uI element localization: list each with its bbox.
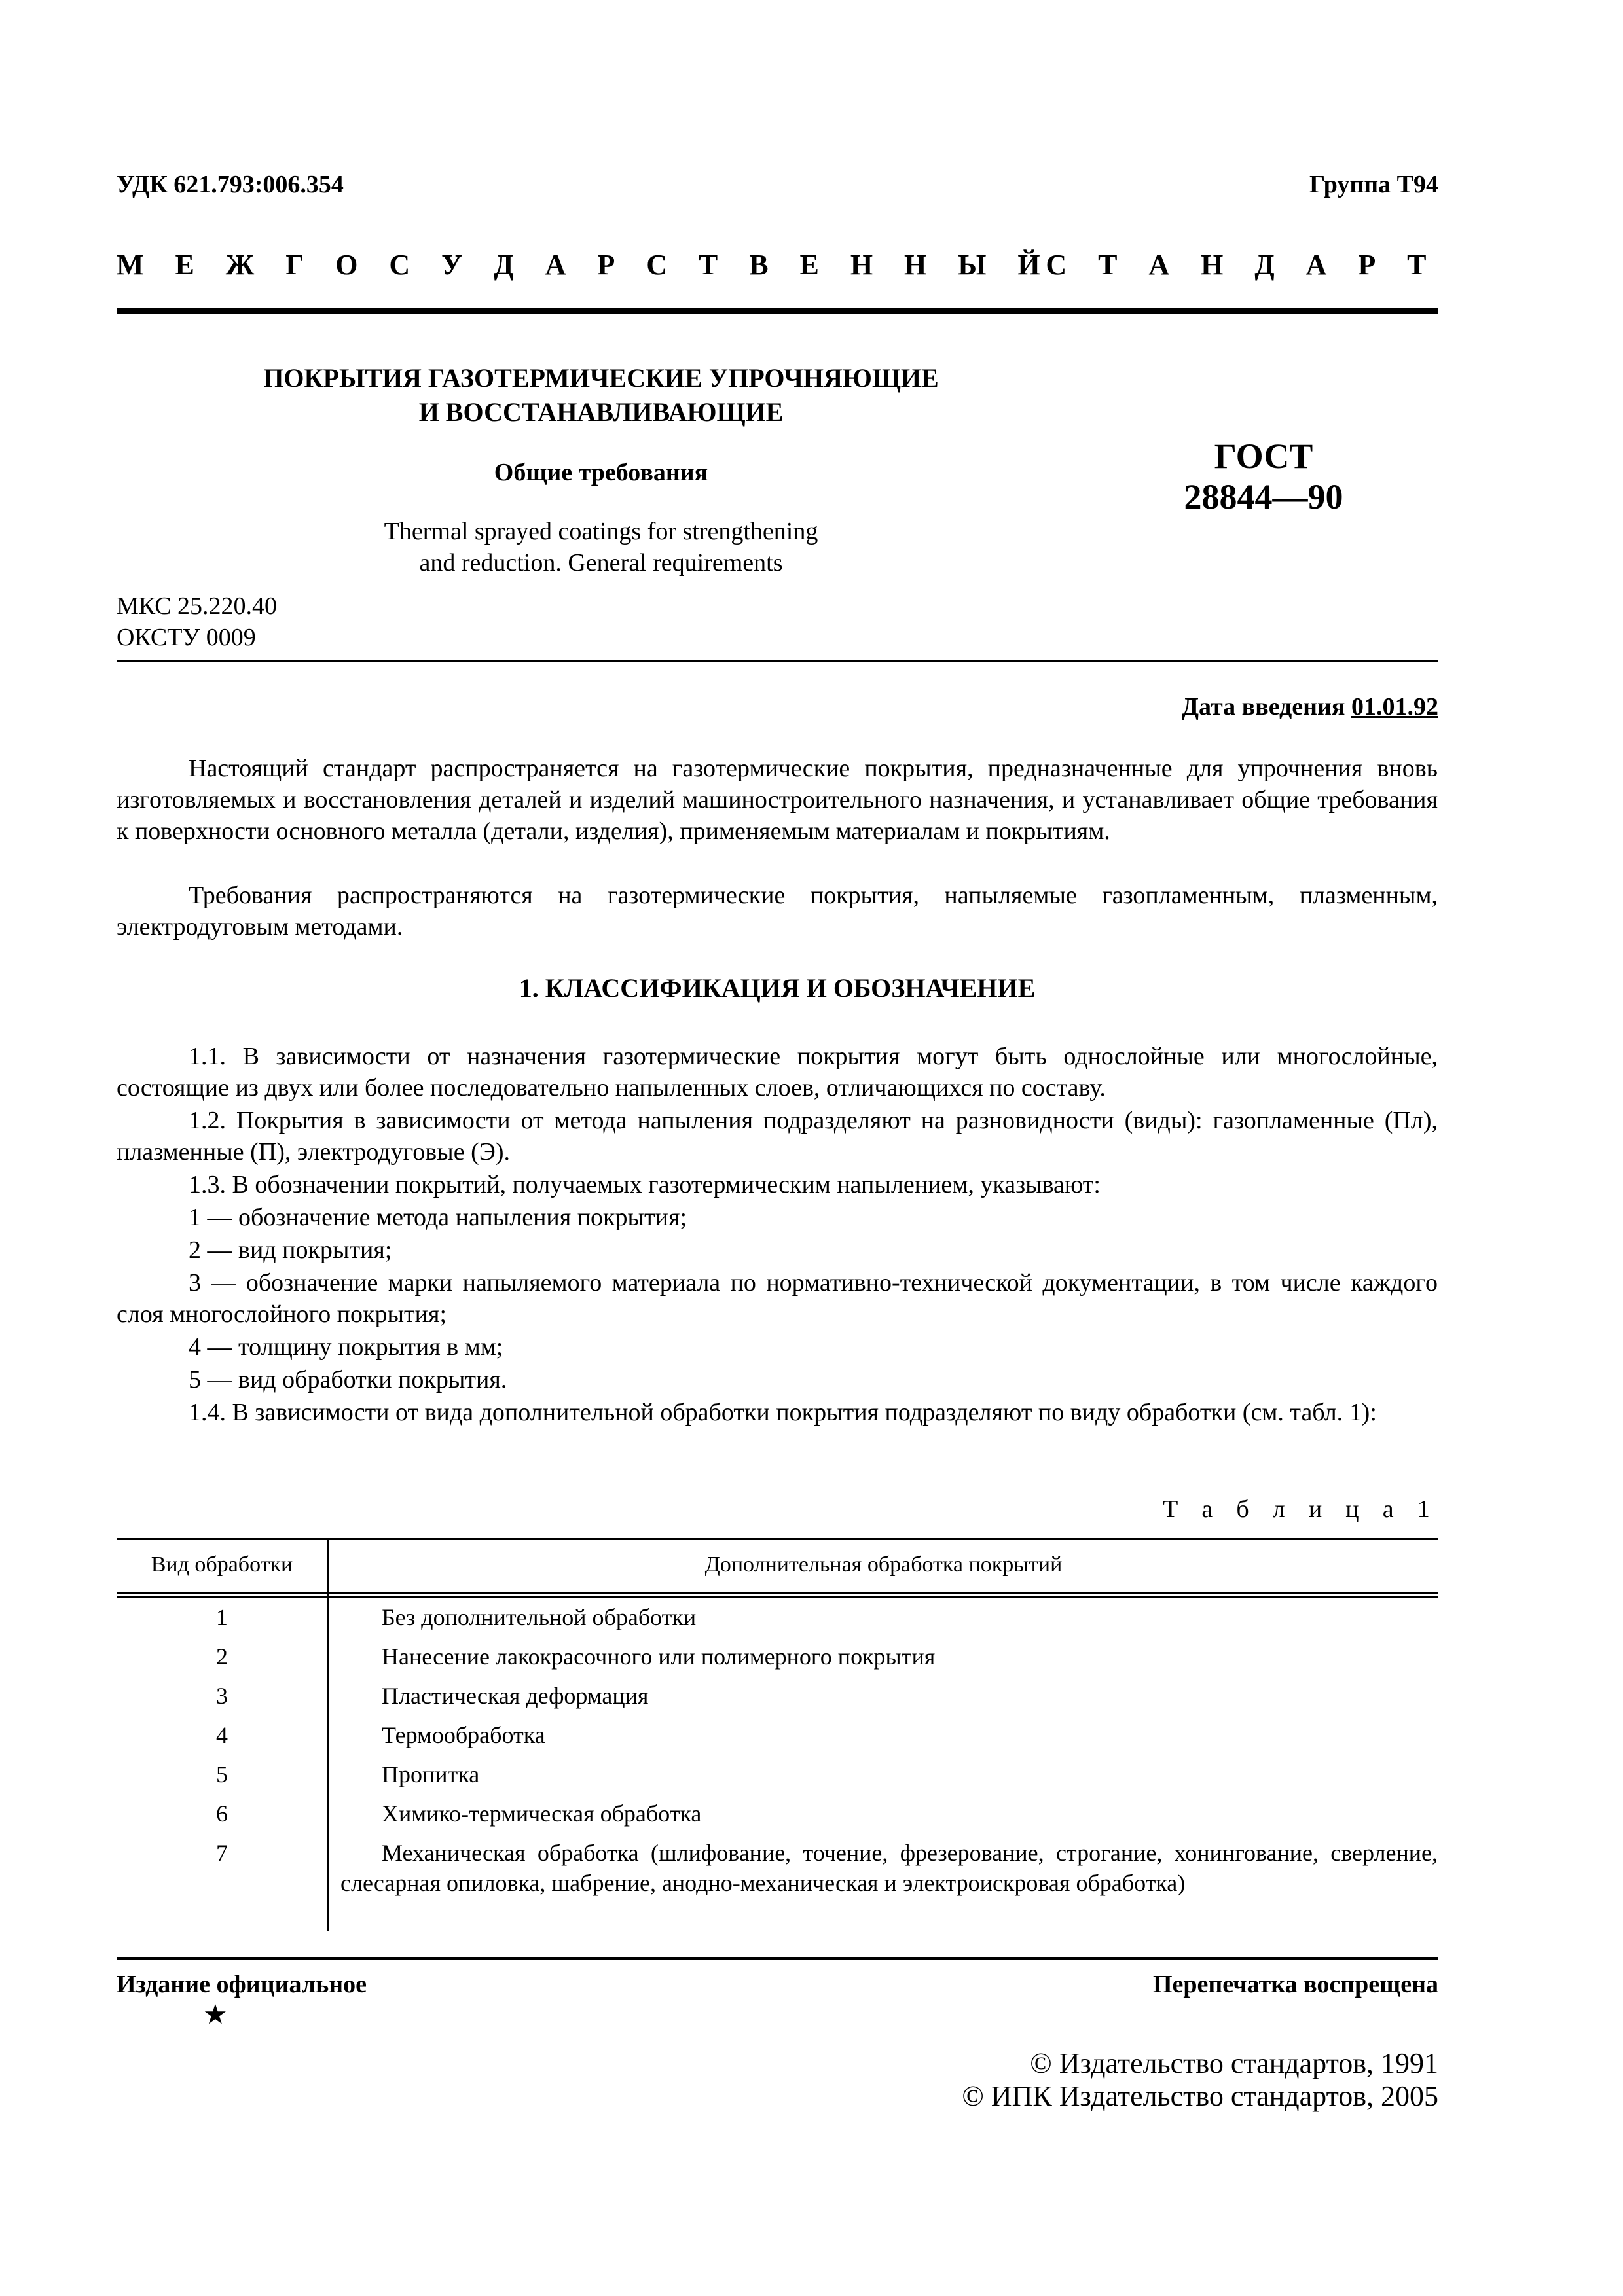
table-row-number: 5 bbox=[216, 1761, 228, 1787]
designation-item: 4 — толщину покрытия в мм; bbox=[189, 1333, 503, 1361]
table-row-text: Механическая обработка (шлифование, точение, фрезерование, строгание, хонингование, сверление, слесарная опиловка, шабрение, анодно-механическая и электроискровая обработка) bbox=[340, 1840, 1438, 1896]
udk-code: УДК 621.793:006.354 bbox=[117, 171, 344, 198]
table-row-text: Химико-термическая обработка bbox=[382, 1801, 702, 1827]
title-rule bbox=[117, 660, 1438, 662]
introduction-date bbox=[1182, 691, 1438, 723]
table-row-text: Нанесение лакокрасочного или полимерного покрытия bbox=[382, 1643, 936, 1670]
subtitle: Общие требования bbox=[494, 459, 708, 486]
classification-codes bbox=[117, 590, 277, 653]
gost-number: 28844—90 bbox=[1184, 477, 1343, 516]
table-header-rule-double bbox=[117, 1596, 1438, 1598]
table-row-number: 7 bbox=[216, 1840, 228, 1866]
table-row-text: Без дополнительной обработки bbox=[382, 1604, 697, 1630]
intro-paragraph-2: Требования распространяются на газотермические покрытия, напыляемые газопламенным, плазменным, электродуговым методами. bbox=[117, 882, 1438, 941]
clause-1-1: 1.1. В зависимости от назначения газотермические покрытия могут быть однослойные или многослойные, состоящие из двух или более последовательно напыленных слоев, отличающихся по составу. bbox=[117, 1043, 1438, 1102]
title-line-1: ПОКРЫТИЯ ГАЗОТЕРМИЧЕСКИЕ УПРОЧНЯЮЩИЕ bbox=[263, 363, 939, 393]
english-title bbox=[117, 516, 1085, 579]
designation-item: 3 — обозначение марки напыляемого материала по нормативно-технической документации, в том числе каждого слоя многослойного покрытия; bbox=[117, 1269, 1438, 1328]
table-top-rule bbox=[117, 1538, 1438, 1540]
okstu-code: ОКСТУ 0009 bbox=[117, 624, 256, 651]
table-row-number: 1 bbox=[216, 1604, 228, 1630]
table-1-caption: Т а б л и ц а 1 bbox=[1163, 1496, 1438, 1523]
clause-1-4: 1.4. В зависимости от вида дополнительной обработки покрытия подразделяют по виду обработки (см. табл. 1): bbox=[189, 1399, 1377, 1426]
copyright-line-1: © Издательство стандартов, 1991 bbox=[1030, 2047, 1438, 2079]
banner-rule bbox=[117, 308, 1438, 314]
star-icon: ★ bbox=[203, 1998, 228, 2030]
reprint-notice: Перепечатка воспрещена bbox=[1152, 1971, 1438, 1998]
banner-standard: С Т А Н Д А Р Т bbox=[1046, 249, 1438, 281]
clause-1-3: 1.3. В обозначении покрытий, получаемых газотермическим напылением, указывают: bbox=[189, 1171, 1101, 1198]
english-title-line-2: and reduction. General requirements bbox=[419, 549, 783, 577]
date-value: 01.01.92 bbox=[1351, 693, 1438, 721]
gost-designation bbox=[1113, 436, 1414, 517]
table-header-processing: Дополнительная обработка покрытий bbox=[704, 1552, 1063, 1577]
table-row-number: 3 bbox=[216, 1683, 228, 1709]
official-edition: Издание официальное bbox=[117, 1971, 367, 1998]
banner-interstate: М Е Ж Г О С У Д А Р С Т В Е Н Н Ы Й bbox=[117, 249, 1053, 281]
designation-item: 5 — вид обработки покрытия. bbox=[189, 1366, 507, 1393]
intro-paragraph-1: Настоящий стандарт распространяется на газотермические покрытия, предназначенные для упрочнения вновь изготовляемых и восстановления деталей и изделий машиностроительного назначения, и устанавливает общие требования к поверхности основного металла (детали, изделия), применяемым материалам и покрытиям. bbox=[117, 755, 1438, 845]
table-row-number: 4 bbox=[216, 1722, 228, 1748]
title-line-2: И ВОССТАНАВЛИВАЮЩИЕ bbox=[418, 397, 784, 427]
copyright-line-2: © ИПК Издательство стандартов, 2005 bbox=[962, 2080, 1438, 2112]
copyright-block bbox=[962, 2047, 1438, 2113]
footer-rule bbox=[117, 1957, 1438, 1960]
table-header-rule bbox=[117, 1592, 1438, 1594]
date-label: Дата введения bbox=[1181, 693, 1345, 721]
title-block bbox=[117, 361, 1085, 429]
designation-item: 1 — обозначение метода напыления покрытия; bbox=[189, 1204, 687, 1231]
table-row-number: 2 bbox=[216, 1643, 228, 1670]
table-header-kind: Вид обработки bbox=[151, 1552, 293, 1577]
section-1-heading: 1. КЛАССИФИКАЦИЯ И ОБОЗНАЧЕНИЕ bbox=[519, 973, 1036, 1003]
english-title-line-1: Thermal sprayed coatings for strengthening bbox=[384, 518, 818, 545]
clause-1-2: 1.2. Покрытия в зависимости от метода напыления подразделяют на разновидности (виды): газопламенные (Пл), плазменные (П), электродуговые (Э). bbox=[117, 1107, 1438, 1166]
table-row-text: Пропитка bbox=[382, 1761, 480, 1787]
group-code: Группа Т94 bbox=[1309, 171, 1438, 198]
gost-label: ГОСТ bbox=[1214, 437, 1313, 476]
table-row-number: 6 bbox=[216, 1801, 228, 1827]
table-column-divider bbox=[327, 1538, 329, 1931]
mks-code: МКС 25.220.40 bbox=[117, 592, 278, 620]
designation-item: 2 — вид покрытия; bbox=[189, 1236, 392, 1264]
table-row-text: Термообработка bbox=[382, 1722, 545, 1748]
table-row-text: Пластическая деформация bbox=[382, 1683, 649, 1709]
